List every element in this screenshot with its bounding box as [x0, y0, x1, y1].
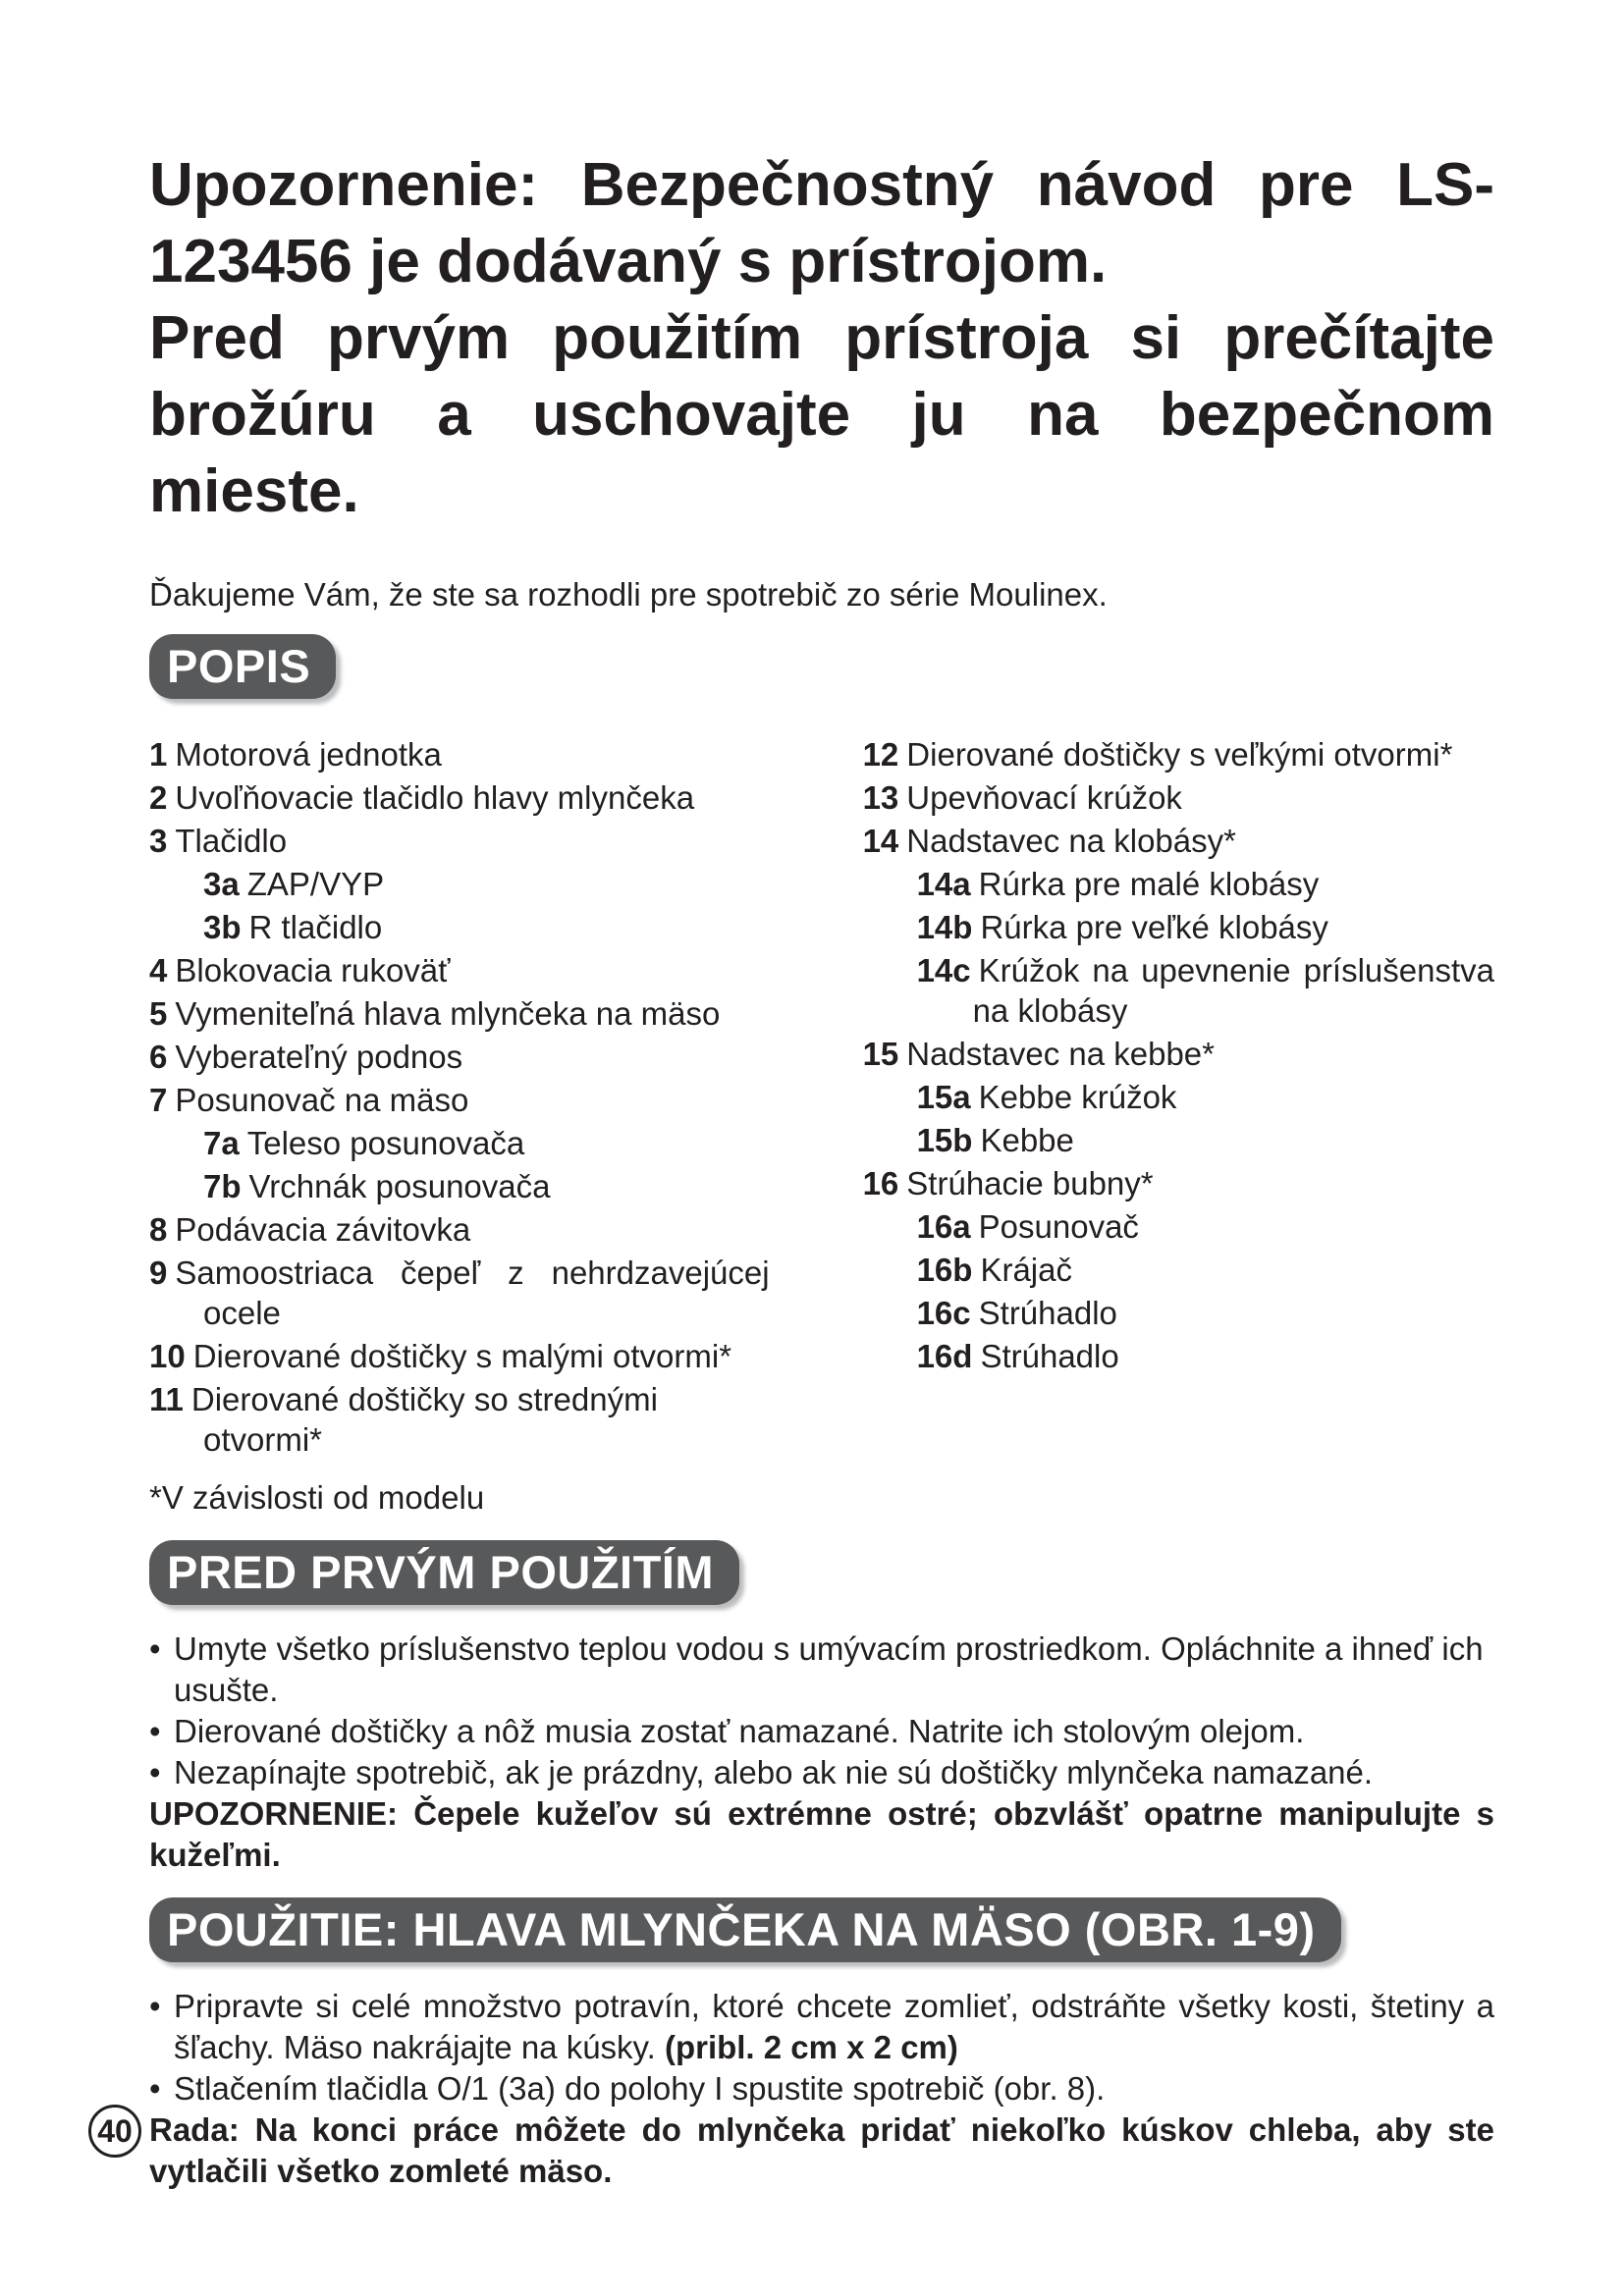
parts-list-right [863, 734, 1494, 1460]
list-item: 5 Vymeniteľná hlava mlynčeka na mäso [149, 995, 721, 1032]
list-subitem: 16a Posunovač [916, 1208, 1139, 1245]
headline-notice: Upozornenie: Bezpečnostný návod pre LS-123456 je dodávaný s prístrojom. [149, 151, 1494, 295]
list-item: 15 Nadstavec na kebbe* [862, 1036, 1216, 1072]
list-item: 16 Strúhacie bubny* [862, 1165, 1154, 1201]
list-item: 10 Dierované doštičky s malými otvormi* [149, 1338, 732, 1374]
list-item: 1 Motorová jednotka [149, 736, 442, 773]
list-item: 3 Tlačidlo [149, 823, 288, 859]
section-heading-pouzitie: POUŽITIE: HLAVA MLYNČEKA NA MÄSO (OBR. 1-9) [149, 1897, 1341, 1962]
list-item: 13 Upevňovací krúžok [862, 779, 1182, 816]
bullet-item: • Nezapínajte spotrebič, ak je prázdny, alebo ak nie sú doštičky mlynčeka namazané. [149, 1754, 1374, 1790]
list-subitem: 15a Kebbe krúžok [916, 1079, 1177, 1115]
manual-page [149, 147, 1494, 2192]
bullet-item: • Stlačením tlačidla O/1 (3a) do polohy I spustite spotrebič (obr. 8). [149, 2070, 1106, 2107]
section-heading-popis: POPIS [149, 634, 336, 699]
list-subitem: 3a ZAP/VYP [203, 866, 385, 902]
bullet-item: • Dierované doštičky a nôž musia zostať namazané. Natrite ich stolovým olejom. [149, 1713, 1305, 1749]
blade-warning: UPOZORNENIE: Čepele kužeľov sú extrémne ostré; obzvlášť opatrne manipulujte s kužeľmi. [149, 1795, 1494, 1873]
list-subitem: 16d Strúhadlo [916, 1338, 1119, 1374]
tip-text: Rada: Na konci práce môžete do mlynčeka pridať niekoľko kúskov chleba, aby ste vytlačili všetko zomleté mäso. [149, 2111, 1494, 2189]
list-item: 6 Vyberateľný podnos [149, 1039, 463, 1075]
list-subitem: 16b Krájač [916, 1252, 1072, 1288]
parts-list-left [149, 734, 770, 1460]
list-subitem: 15b Kebbe [916, 1122, 1074, 1158]
intro-text: Ďakujeme Vám, že ste sa rozhodli pre spotrebič zo série Moulinex. [149, 576, 1108, 613]
list-subitem: 14b Rúrka pre veľké klobásy [916, 909, 1328, 945]
pred-bullets [149, 1629, 1494, 1793]
list-subitem: 7b Vrchnák posunovača [203, 1168, 551, 1204]
list-subitem: 3b R tlačidlo [203, 909, 383, 945]
list-subitem: 14c Krúžok na upevnenie príslušenstva na klobásy [916, 952, 1494, 1029]
list-subitem: 16c Strúhadlo [916, 1295, 1117, 1331]
headline-read-first: Pred prvým použitím prístroja si prečítajte brožúru a uschovajte ju na bezpečnom mieste. [149, 304, 1494, 525]
list-item: 14 Nadstavec na klobásy* [862, 823, 1236, 859]
list-item: 4 Blokovacia rukoväť [149, 952, 451, 988]
list-subitem: 14a Rúrka pre malé klobásy [916, 866, 1320, 902]
list-item: 11 Dierované doštičky so strednými otvormi* [149, 1381, 658, 1458]
parts-list [149, 734, 1494, 1460]
bullet-item: • Umyte všetko príslušenstvo teplou vodou s umývacím prostriedkom. Opláchnite a ihneď ich usušte. [149, 1630, 1484, 1708]
list-item: 8 Podávacia závitovka [149, 1211, 471, 1248]
page-number: 40 [88, 2105, 141, 2158]
list-subitem: 7a Teleso posunovača [203, 1125, 525, 1161]
pouzitie-bullets [149, 1986, 1494, 2109]
bullet-item: • Pripravte si celé množstvo potravín, ktoré chcete zomlieť, odstráňte všetky kosti, štetiny a šľachy. Mäso nakrájajte na kúsky. (pribl. 2 cm x 2 cm) [149, 1988, 1494, 2065]
section-heading-pred-prvym-pouzitim: PRED PRVÝM POUŽITÍM [149, 1540, 739, 1605]
model-footnote: *V závislosti od modelu [149, 1479, 485, 1516]
list-item: 9 Samoostriaca čepeľ z nehrdzavejúcej ocele [149, 1255, 770, 1331]
list-item: 7 Posunovač na mäso [149, 1082, 469, 1118]
list-item: 12 Dierované doštičky s veľkými otvormi* [862, 736, 1453, 773]
list-item: 2 Uvoľňovacie tlačidlo hlavy mlynčeka [149, 779, 695, 816]
